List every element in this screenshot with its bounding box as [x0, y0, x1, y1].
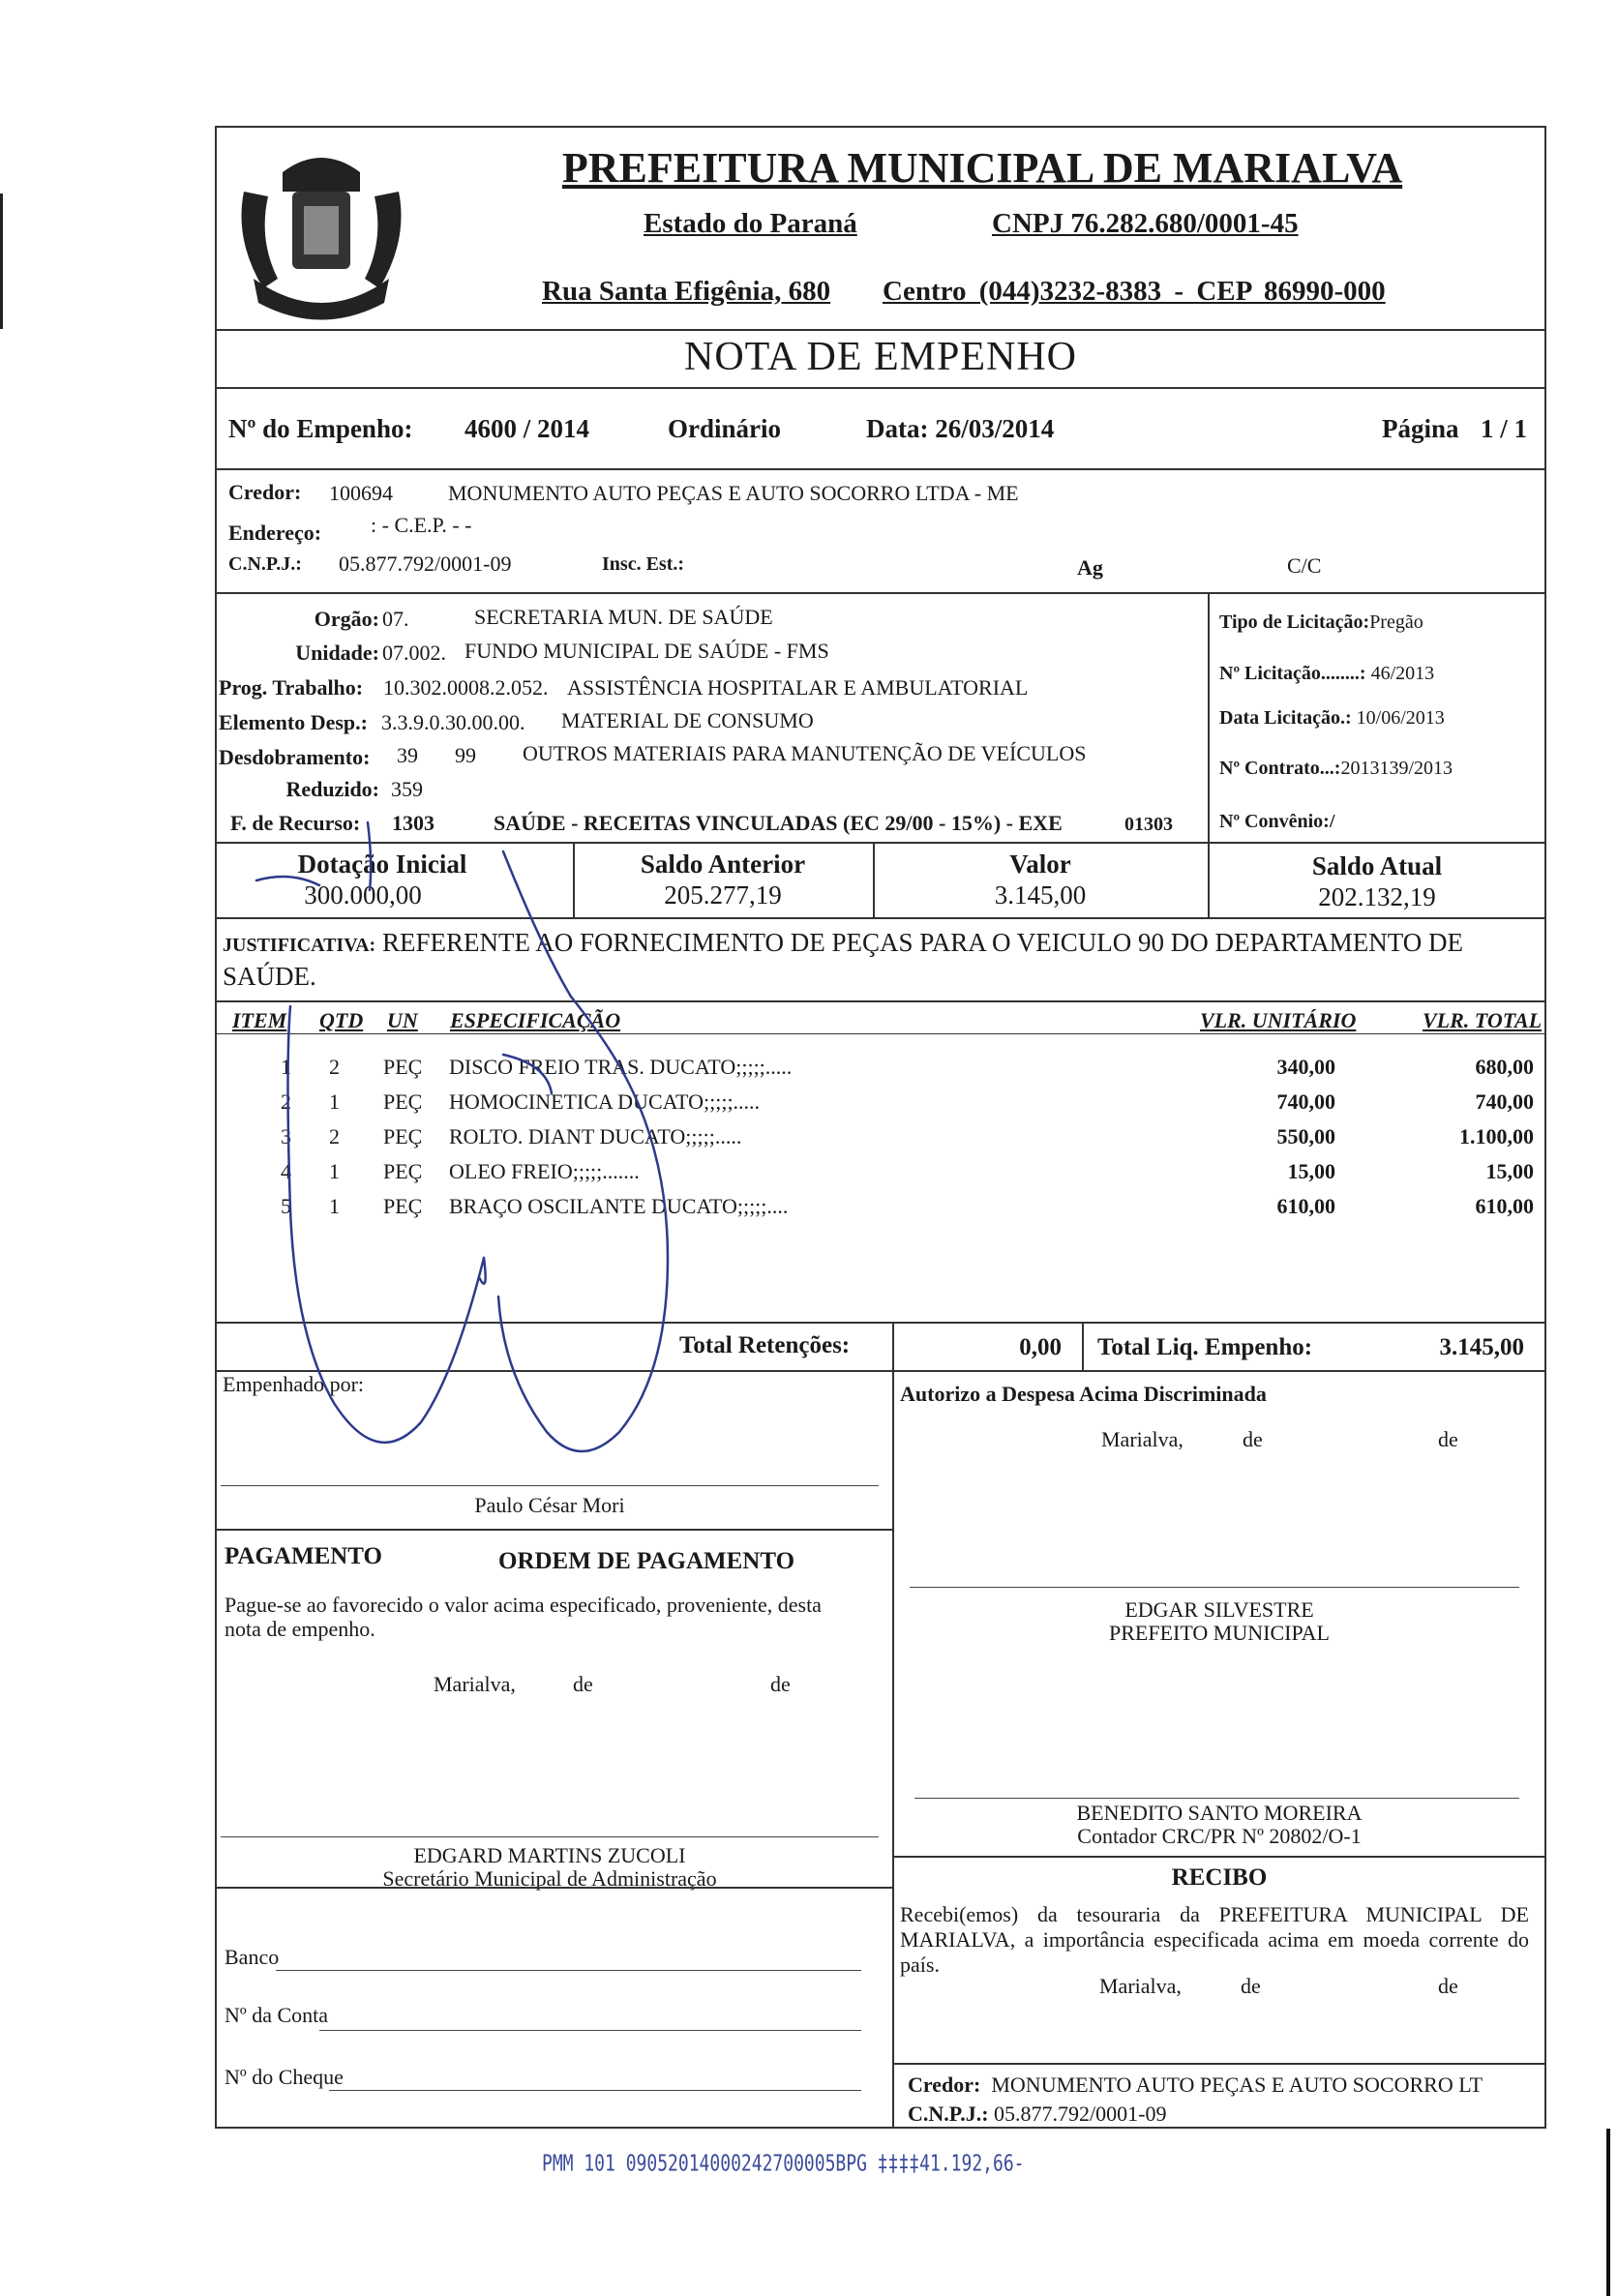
empenho-label: Nº do Empenho: [228, 414, 413, 443]
fonte-code2: 01303 [1124, 814, 1173, 835]
row-spec: ROLTO. DIANT DUCATO;;;;;..... [449, 1124, 742, 1148]
valor-label: Valor [1009, 850, 1071, 879]
prog-label: Prog. Trabalho: [219, 675, 364, 700]
prefeito-role: PREFEITO MUNICIPAL [1109, 1621, 1330, 1645]
empenhado-name: Paulo César Mori [474, 1493, 625, 1517]
row-unit: 740,00 [1276, 1089, 1335, 1114]
empenhado-label: Empenhado por: [223, 1372, 365, 1396]
prog-name: ASSISTÊNCIA HOSPITALAR E AMBULATORIAL [567, 675, 1029, 700]
autorizo-label: Autorizo a Despesa Acima Discriminada [900, 1382, 1267, 1406]
contador-signature [892, 1802, 1546, 1848]
elemento-label: Elemento Desp.: [219, 710, 368, 734]
row-total: 1.100,00 [1459, 1124, 1534, 1148]
unidade-name: FUNDO MUNICIPAL DE SAÚDE - FMS [464, 639, 829, 663]
pagamento-place: Marialva, [434, 1672, 516, 1696]
fonte-code: 1303 [392, 811, 434, 835]
header-qtd: QTD [319, 1008, 364, 1032]
row-item: 1 [281, 1055, 291, 1079]
banco-label: Banco [225, 1945, 280, 1969]
table-row [0, 1194, 1618, 1223]
row-qtd: 1 [329, 1159, 340, 1183]
empenho-number: 4600 / 2014 [464, 414, 590, 443]
header-unit-value: VLR. UNITÁRIO [1200, 1008, 1357, 1032]
row-qtd: 2 [329, 1055, 340, 1079]
row-total: 15,00 [1485, 1159, 1534, 1183]
reduzido-label: Reduzido: [285, 777, 379, 801]
scan-edge-mark [1606, 2129, 1610, 2296]
row-un: PEÇ [383, 1055, 423, 1079]
row-item: 3 [281, 1124, 291, 1148]
secretario-name: EDGARD MARTINS ZUCOLI [413, 1843, 686, 1867]
dotacao-inicial-value: 300.000,00 [304, 880, 422, 909]
header-district-phone: Centro (044)3232-8383 - CEP 86990-000 [883, 276, 1386, 307]
row-unit: 610,00 [1276, 1194, 1335, 1218]
endereco-value: : - C.E.P. - - [371, 513, 472, 537]
empenho-type: Ordinário [668, 414, 782, 443]
cheque-label: Nº do Cheque [225, 2065, 344, 2089]
row-qtd: 2 [329, 1124, 340, 1148]
scan-edge-mark [0, 194, 3, 329]
header-item: ITEM [232, 1008, 287, 1032]
pagamento-de1: de [573, 1672, 593, 1696]
retencoes-label: Total Retenções: [679, 1332, 851, 1358]
unidade-label: Unidade: [295, 641, 379, 665]
header-total-value: VLR. TOTAL [1423, 1008, 1543, 1032]
row-spec: BRAÇO OSCILANTE DUCATO;;;;;.... [449, 1194, 789, 1218]
ag-label: Ag [1077, 555, 1103, 580]
table-row [0, 1159, 1618, 1188]
contador-role: Contador CRC/PR Nº 20802/O-1 [1077, 1824, 1362, 1848]
secretario-signature [221, 1844, 879, 1891]
row-un: PEÇ [383, 1089, 423, 1114]
saldo-atual-label: Saldo Atual [1311, 851, 1443, 880]
unidade-code: 07.002. [382, 641, 446, 665]
valor-value: 3.145,00 [994, 880, 1087, 909]
header-address: Rua Santa Efigênia, 680 [542, 276, 831, 307]
header-un: UN [387, 1008, 418, 1032]
justificativa: JUSTIFICATIVA: REFERENTE AO FORNECIMENTO DE PEÇAS PARA O VEICULO 90 DO DEPARTAMENTO DE SAÚDE. [223, 928, 1464, 991]
fonte-label: F. de Recurso: [230, 811, 361, 835]
header-state: Estado do Paraná [644, 208, 857, 239]
page-number: 1 / 1 [1481, 414, 1528, 443]
header-cnpj: CNPJ 76.282.680/0001-45 [992, 208, 1299, 239]
footer-credor-cnpj: C.N.P.J.: 05.877.792/0001-09 [908, 2102, 1167, 2126]
numero-convenio: Nº Convênio:/ [1219, 811, 1335, 832]
total-liq-value: 3.145,00 [1439, 1334, 1524, 1360]
autorizo-de2: de [1438, 1427, 1458, 1451]
page-label: Página [1382, 414, 1459, 443]
credor-name: MONUMENTO AUTO PEÇAS E AUTO SOCORRO LTDA - ME [448, 481, 1019, 505]
fonte-name: SAÚDE - RECEITAS VINCULADAS (EC 29/00 - 15%) - EXE [494, 811, 1063, 835]
total-liq-label: Total Liq. Empenho: [1097, 1334, 1313, 1360]
row-unit: 550,00 [1276, 1124, 1335, 1148]
conta-label: Nº da Conta [225, 2003, 329, 2027]
autorizo-place: Marialva, [1101, 1427, 1184, 1451]
autorizo-de1: de [1243, 1427, 1263, 1451]
recibo-label: RECIBO [1171, 1864, 1268, 1891]
contador-name: BENEDITO SANTO MOREIRA [1076, 1801, 1363, 1825]
bank-stamp: PMM 101 09052014000242700005BPG ‡‡‡‡41.192,66- [542, 2150, 1025, 2178]
desdobramento-code2: 99 [455, 743, 476, 767]
numero-licitacao: Nº Licitação........: 46/2013 [1219, 663, 1435, 684]
pagamento-de2: de [770, 1672, 791, 1696]
empenho-date: Data: 26/03/2014 [866, 414, 1055, 443]
row-un: PEÇ [383, 1194, 423, 1218]
dotacao-inicial-label: Dotação Inicial [297, 850, 467, 879]
footer-credor: Credor: MONUMENTO AUTO PEÇAS E AUTO SOCORRO LT [908, 2072, 1483, 2097]
pagamento-text: Pague-se ao favorecido o valor acima especificado, proveniente, desta nota de empenho. [225, 1593, 822, 1641]
row-un: PEÇ [383, 1124, 423, 1148]
endereco-label: Endereço: [228, 521, 322, 545]
recibo-place: Marialva, [1099, 1974, 1182, 1998]
row-qtd: 1 [329, 1089, 340, 1114]
row-spec: OLEO FREIO;;;;;....... [449, 1159, 640, 1183]
reduzido-value: 359 [391, 777, 423, 801]
credor-label: Credor: [228, 480, 302, 504]
credor-code: 100694 [329, 481, 393, 505]
row-unit: 340,00 [1276, 1055, 1335, 1079]
orgao-name: SECRETARIA MUN. DE SAÚDE [474, 605, 773, 629]
row-un: PEÇ [383, 1159, 423, 1183]
saldo-anterior-label: Saldo Anterior [640, 850, 806, 879]
row-item: 4 [281, 1159, 291, 1183]
secretario-role: Secretário Municipal de Administração [382, 1866, 717, 1891]
row-spec: HOMOCINETICA DUCATO;;;;;..... [449, 1089, 761, 1114]
numero-contrato: Nº Contrato...:2013139/2013 [1219, 758, 1453, 779]
header-spec: ESPECIFICAÇÃO [450, 1008, 621, 1032]
desdobramento-label: Desdobramento: [219, 745, 371, 769]
cc-label: C/C [1287, 553, 1322, 578]
header-title: PREFEITURA MUNICIPAL DE MARIALVA [561, 144, 1403, 192]
row-total: 610,00 [1475, 1194, 1534, 1218]
credor-cnpj-label: C.N.P.J.: [228, 553, 302, 575]
elemento-name: MATERIAL DE CONSUMO [561, 708, 814, 732]
recibo-text: Recebi(emos) da tesouraria da PREFEITURA MUNICIPAL DE MARIALVA, a importância especificada acima em moeda corrente do país. [900, 1902, 1529, 1977]
prog-code: 10.302.0008.2.052. [383, 675, 549, 700]
orgao-code: 07. [382, 607, 409, 631]
row-spec: DISCO FREIO TRAS. DUCATO;;;;;..... [449, 1055, 793, 1079]
desdobramento-name: OUTROS MATERIAIS PARA MANUTENÇÃO DE VEÍCULOS [523, 741, 1087, 765]
data-licitacao: Data Licitação.: 10/06/2013 [1219, 707, 1445, 729]
retencoes-value: 0,00 [1019, 1334, 1062, 1360]
crest-logo [225, 134, 418, 337]
tipo-licitacao: Tipo de Licitação:Pregão [1219, 611, 1423, 633]
recibo-de1: de [1241, 1974, 1261, 1998]
saldo-atual-value: 202.132,19 [1318, 882, 1436, 911]
row-qtd: 1 [329, 1194, 340, 1218]
elemento-code: 3.3.9.0.30.00.00. [381, 710, 525, 734]
row-item: 5 [281, 1194, 291, 1218]
desdobramento-code: 39 [397, 743, 418, 767]
prefeito-name: EDGAR SILVESTRE [1124, 1597, 1314, 1622]
row-total: 680,00 [1475, 1055, 1534, 1079]
pagamento-label: PAGAMENTO [225, 1543, 382, 1569]
row-item: 2 [281, 1089, 291, 1114]
orgao-label: Orgão: [314, 607, 379, 631]
recibo-de2: de [1438, 1974, 1458, 1998]
row-total: 740,00 [1475, 1089, 1534, 1114]
document-title: NOTA DE EMPENHO [684, 335, 1077, 379]
prefeito-signature [892, 1598, 1546, 1645]
table-row [0, 1089, 1618, 1118]
table-row [0, 1055, 1618, 1084]
ordem-pagamento-label: ORDEM DE PAGAMENTO [498, 1548, 795, 1574]
row-unit: 15,00 [1287, 1159, 1335, 1183]
credor-cnpj: 05.877.792/0001-09 [339, 552, 512, 576]
insc-est-label: Insc. Est.: [602, 553, 685, 575]
table-row [0, 1124, 1618, 1153]
saldo-anterior-value: 205.277,19 [664, 880, 782, 909]
